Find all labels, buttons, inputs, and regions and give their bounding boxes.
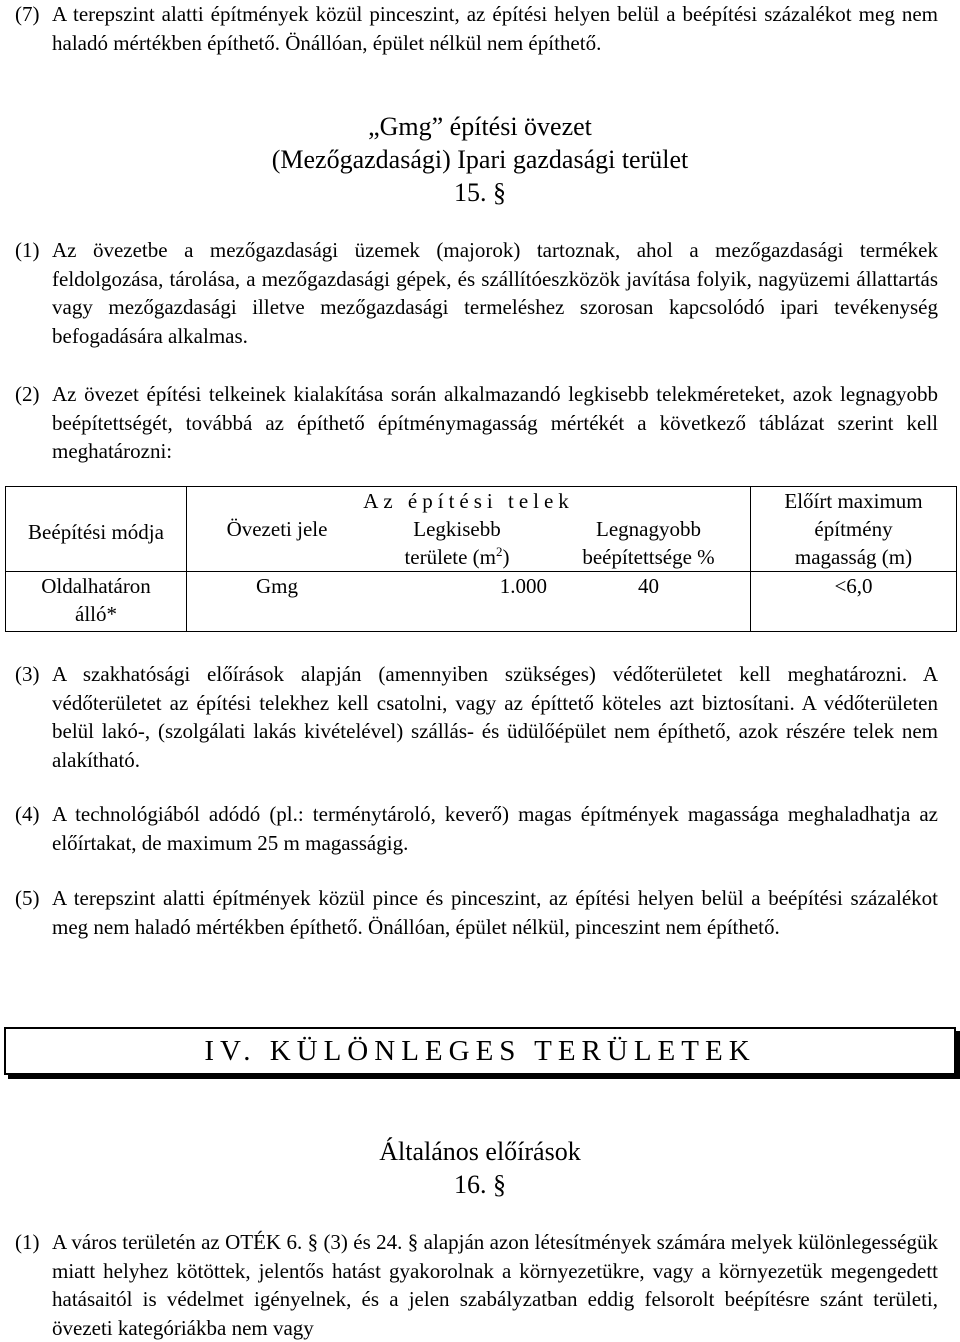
header-group-label: Az építési telek [363,489,574,513]
paragraph-7 [15,0,938,57]
zone-title: „Gmg” építési övezet [368,112,592,141]
zone-parameters-table [5,486,957,632]
paragraph-3 [15,660,938,774]
cell-zone-code: Gmg [187,572,368,632]
paragraph-text: A terepszint alatti építmények közül pinceszint, az építési helyen belül a beépítési százalékot meg nem haladó mértékben építhető. Önállóan, épület nélkül nem építhető. [52,2,938,55]
paragraph-text: Az övezetbe a mezőgazdasági üzemek (majorok) tartoznak, ahol a mezőgazdasági termékek feldolgozása, tárolása, a mezőgazdasági gépek, és szállítóeszközök javítása folyik, nagyüzemi állattartás vagy mezőgazdasági illetve mezőgazdasági termeléshez szorosan kapcsolódó ipari tevékenység befogadására alkalmas. [52,238,938,348]
header-max-height-line2: építmény [814,517,893,541]
part-heading-box [4,1027,956,1075]
part-heading: IV. KÜLÖNLEGES TERÜLETEK [204,1035,756,1067]
header-group-plot [187,487,751,572]
general-provisions-title: Általános előírások [379,1137,581,1166]
header-max-height-line3: magasság (m) [794,545,913,569]
header-max-built [547,515,750,571]
paragraph-number: (4) [15,802,40,826]
cell-building-mode-line2: álló* [75,602,117,626]
header-max-height [751,487,957,572]
zone-subtitle: (Mezőgazdasági) Ipari gazdasági terület [271,145,689,174]
header-min-area-text: területe (m [404,545,497,569]
section-number-16: 16. § [454,1170,506,1199]
cell-min-area: 1.000 [367,572,547,632]
section-number: 15. § [454,178,506,207]
header-building-mode: Beépítési módja [6,487,187,572]
paragraph-number: (5) [15,886,40,910]
header-max-built-line1: Legnagyobb [596,517,701,541]
paragraph-number: (7) [15,2,40,26]
paragraph-number: (1) [15,238,40,262]
paragraph-2 [15,380,938,466]
paragraph-text: A technológiából adódó (pl.: terménytároló, keverő) magas építmények magassága meghaladhatja az előírtakat, de maximum 25 m magasságig. [52,802,938,855]
paragraph-1 [15,236,938,350]
header-max-height-line1: Előírt maximum [784,489,923,513]
table-row [6,572,957,632]
header-min-area-sup: 2 [496,544,503,559]
header-min-area [367,515,547,571]
cell-building-mode-line1: Oldalhatáron [41,574,151,598]
paragraph-number: (3) [15,662,40,686]
paragraph-16-1 [15,1228,938,1342]
paragraph-number: (2) [15,382,40,406]
paragraph-4 [15,800,938,857]
header-zone-code: Övezeti jele [226,517,328,541]
paragraph-text: Az övezet építési telkeinek kialakítása során alkalmazandó legkisebb telekméreteket, azok legnagyobb beépítettségét, továbbá az építhető építménymagasság mértékét a következő táblázat szerint kell meghatározni: [52,382,938,463]
paragraph-text: A szakhatósági előírások alapján (amennyiben szükséges) védőterületet kell meghatározni. A védőterületet az építési telekhez kell csatolni, vagy az építtető köteles azt biztosítani. A védőterületen belül lakó-, (szolgálati lakás kivételével) szállás- és üdülőépület nem építhető, azok részére telek nem alakítható. [52,662,938,772]
cell-max-height: <6,0 [751,572,957,632]
paragraph-text: A város területén az OTÉK 6. § (3) és 24. § alapján azon létesítmények számára melyek különlegességük miatt helyhez kötöttek, jelentős hatást gyakorolnak a környezetükre, vagy a környezetük megengedett hatásaitól is védelmet igényelnek, és a jelen szabályzatban eddig felsorolt beépítésre szánt területi, övezeti kategóriákba nem vagy [52,1230,938,1340]
cell-max-built: 40 [547,572,751,632]
header-min-area-line2 [367,543,547,571]
paragraph-text: A terepszint alatti építmények közül pince és pinceszint, az építési helyen belül a beépítési százalékot meg nem haladó mértékben építhető. Önállóan, épület nélkül, pinceszint nem építhető. [52,886,938,939]
header-min-area-close: ) [502,545,510,569]
paragraph-number: (1) [15,1230,40,1254]
header-max-built-line2: beépítettsége % [582,545,715,569]
cell-building-mode [6,572,187,632]
paragraph-5 [15,884,938,941]
header-min-area-line1: Legkisebb [413,517,501,541]
